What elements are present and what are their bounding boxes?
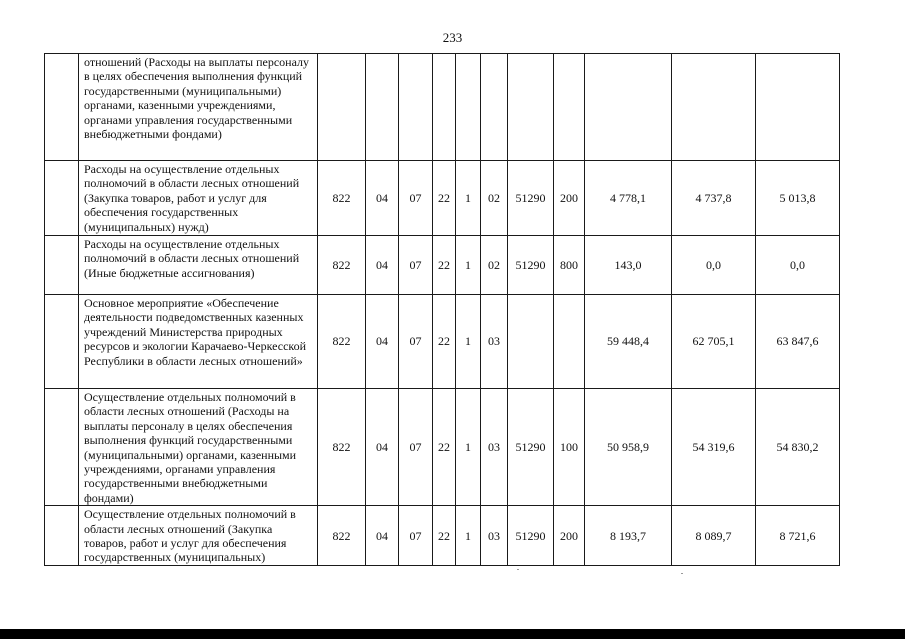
event-cell: 03 (481, 295, 508, 389)
expense-type-cell: 200 (554, 506, 585, 566)
admin-code-cell: 822 (318, 506, 366, 566)
amount-year1-cell: 59 448,4 (585, 295, 672, 389)
admin-code-cell (318, 54, 366, 161)
direction-cell: 51290 (508, 236, 554, 295)
amount-year3-cell: 5 013,8 (756, 161, 840, 236)
direction-cell: 51290 (508, 506, 554, 566)
row-number-cell (45, 161, 79, 236)
row-number-cell (45, 389, 79, 506)
table-row (45, 389, 840, 506)
amount-year2-cell: 8 089,7 (672, 506, 756, 566)
section-cell: 04 (366, 161, 399, 236)
row-number-cell (45, 506, 79, 566)
table-row (45, 295, 840, 389)
expense-type-cell (554, 54, 585, 161)
amount-year2-cell: 0,0 (672, 236, 756, 295)
direction-cell (508, 295, 554, 389)
description-cell: отношений (Расходы на выплаты персоналу в целях обеспечения выполнения функций государственными (муниципальными) органами, казенными учреждениями, органами управления государственными внебюджетными фондами) (79, 54, 318, 161)
table-row (45, 161, 840, 236)
event-cell: 02 (481, 236, 508, 295)
admin-code-cell: 822 (318, 236, 366, 295)
subsection-cell: 07 (399, 161, 433, 236)
event-cell: 03 (481, 506, 508, 566)
program-cell: 22 (433, 236, 456, 295)
description-cell: Осуществление отдельных полномочий в области лесных отношений (Расходы на выплаты персоналу в целях обеспечения выполнения функций государственными (муниципальными) органами, казенными учреждениями, органами управления государственными внебюджетными фондами) (79, 389, 318, 506)
amount-year1-cell: 143,0 (585, 236, 672, 295)
amount-year1-cell: 4 778,1 (585, 161, 672, 236)
table-row (45, 236, 840, 295)
expense-type-cell: 200 (554, 161, 585, 236)
program-cell: 22 (433, 389, 456, 506)
amount-year1-cell: 50 958,9 (585, 389, 672, 506)
program-cell: 22 (433, 506, 456, 566)
subprogram-cell: 1 (456, 161, 481, 236)
amount-year3-cell: 54 830,2 (756, 389, 840, 506)
amount-year2-cell: 62 705,1 (672, 295, 756, 389)
table-row (45, 54, 840, 161)
event-cell: 02 (481, 161, 508, 236)
amount-year1-cell: 8 193,7 (585, 506, 672, 566)
program-cell: 22 (433, 161, 456, 236)
description-cell: Основное мероприятие «Обеспечение деятельности подведомственных казенных учреждений Министерства природных ресурсов и экологии Карачаево-Черкесской Республики в области лесных отношений» (79, 295, 318, 389)
row-number-cell (45, 54, 79, 161)
description-cell: Расходы на осуществление отдельных полномочий в области лесных отношений (Иные бюджетные ассигнования) (79, 236, 318, 295)
amount-year3-cell (756, 54, 840, 161)
scan-speck (517, 569, 519, 570)
description-cell: Расходы на осуществление отдельных полномочий в области лесных отношений (Закупка товаров, работ и услуг для обеспечения государственных (муниципальных) нужд) (79, 161, 318, 236)
section-cell: 04 (366, 389, 399, 506)
scan-edge-line (0, 629, 905, 639)
description-cell: Осуществление отдельных полномочий в области лесных отношений (Закупка товаров, работ и услуг для обеспечения государственных (муниципальных) (79, 506, 318, 566)
program-cell: 22 (433, 295, 456, 389)
amount-year1-cell (585, 54, 672, 161)
subsection-cell: 07 (399, 236, 433, 295)
row-number-cell (45, 236, 79, 295)
admin-code-cell: 822 (318, 161, 366, 236)
subprogram-cell: 1 (456, 389, 481, 506)
direction-cell: 51290 (508, 161, 554, 236)
amount-year3-cell: 8 721,6 (756, 506, 840, 566)
budget-table (44, 53, 840, 566)
subsection-cell: 07 (399, 295, 433, 389)
subsection-cell: 07 (399, 506, 433, 566)
section-cell: 04 (366, 295, 399, 389)
admin-code-cell: 822 (318, 295, 366, 389)
expense-type-cell: 100 (554, 389, 585, 506)
row-number-cell (45, 295, 79, 389)
program-cell (433, 54, 456, 161)
direction-cell: 51290 (508, 389, 554, 506)
subsection-cell: 07 (399, 389, 433, 506)
admin-code-cell: 822 (318, 389, 366, 506)
subprogram-cell: 1 (456, 295, 481, 389)
subprogram-cell: 1 (456, 236, 481, 295)
subprogram-cell: 1 (456, 506, 481, 566)
scan-speck (681, 573, 683, 574)
amount-year3-cell: 63 847,6 (756, 295, 840, 389)
expense-type-cell (554, 295, 585, 389)
section-cell (366, 54, 399, 161)
subsection-cell (399, 54, 433, 161)
section-cell: 04 (366, 236, 399, 295)
table-row (45, 506, 840, 566)
event-cell: 03 (481, 389, 508, 506)
section-cell: 04 (366, 506, 399, 566)
direction-cell (508, 54, 554, 161)
amount-year2-cell: 4 737,8 (672, 161, 756, 236)
amount-year3-cell: 0,0 (756, 236, 840, 295)
expense-type-cell: 800 (554, 236, 585, 295)
amount-year2-cell: 54 319,6 (672, 389, 756, 506)
amount-year2-cell (672, 54, 756, 161)
event-cell (481, 54, 508, 161)
subprogram-cell (456, 54, 481, 161)
page-number: 233 (442, 30, 463, 45)
